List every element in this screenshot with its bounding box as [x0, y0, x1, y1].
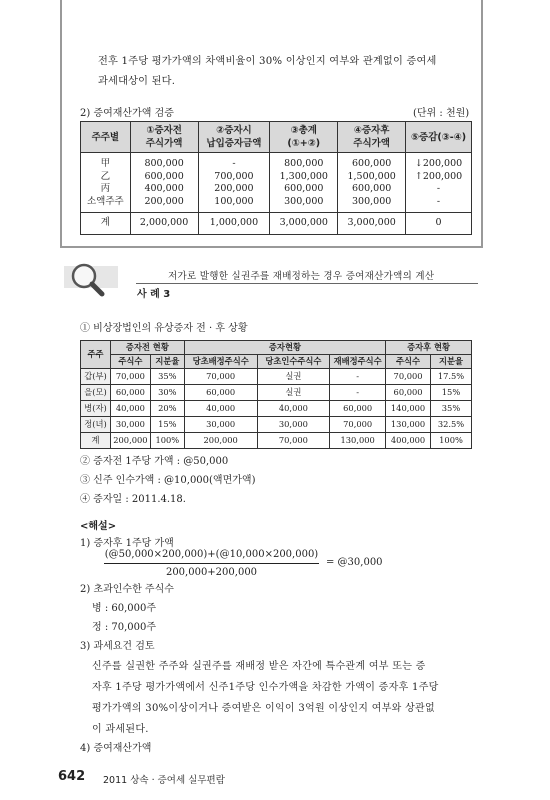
top-paragraph-line-1: 전후 1주당 평가가액의 차액비율이 30% 이상인지 여부와 관계없이 증여세 [98, 56, 437, 67]
page-number: 642 [58, 769, 86, 784]
explanation-heading: <해설> [80, 521, 117, 532]
table-row: 정(녀) 30,000 15% 30,000 30,000 70,000 130,000 32.5% [81, 417, 472, 433]
formula-numerator: (@50,000×200,000)+(@10,000×200,000) [104, 549, 319, 564]
step-3-title: 3) 과세요건 검토 [80, 641, 155, 652]
col-post-value: 600,000 1,500,000 600,000 300,000 [338, 153, 406, 213]
col-pre-value: 800,000 600,000 400,000 200,000 [130, 153, 198, 213]
unit-label: (단위 : 천원) [413, 108, 470, 119]
right-border-rule [481, 0, 483, 248]
header-shareholder: 주주별 [81, 122, 131, 153]
left-border-rule [60, 0, 62, 248]
col-shareholder: 甲 乙 丙 소액주주 [81, 153, 131, 213]
case-title: 저가로 발행한 실권주를 재배정하는 경우 증여재산가액의 계산 [168, 271, 435, 282]
footer-title: 2011 상속 · 증여세 실무편람 [103, 775, 225, 786]
col-total: 800,000 1,300,000 600,000 300,000 [270, 153, 338, 213]
header-paid-in: ②증자시 납입증자금액 [198, 122, 270, 153]
step-2-line-a: 병 : 60,000주 [92, 603, 157, 614]
table-row: 을(모) 60,000 30% 60,000 실권 - 60,000 15% [81, 385, 472, 401]
capital-increase-table [80, 340, 472, 449]
price-formula [104, 549, 319, 578]
step-4-title: 4) 증여재산가액 [80, 743, 152, 754]
bottom-border-rule [60, 246, 483, 248]
step-2-line-b: 정 : 70,000주 [92, 622, 157, 633]
item-2: ② 증자전 1주당 가액 : @50,000 [80, 456, 229, 467]
header-change: ⑤증감(③-④) [406, 122, 472, 153]
step-3-text-3: 평가가액의 30%이상이거나 증여받은 이익이 3억원 이상인지 여부와 상관없 [92, 703, 435, 714]
item-4: ④ 증자일 : 2011.4.18. [80, 494, 186, 505]
step-3-text-2: 자후 1주당 평가가액에서 신주1주당 인수가액을 차감한 가액이 증자후 1주당 [92, 682, 439, 693]
step-3-text-1: 신주를 실권한 주주와 실권주를 재배정 받은 자간에 특수관계 여부 또는 증 [92, 661, 426, 672]
table-body-rows [81, 153, 472, 213]
table-row-total: 계 200,000 100% 200,000 70,000 130,000 400,000 100% [81, 433, 472, 449]
table-row: 갑(부) 70,000 35% 70,000 실권 - 70,000 17.5% [81, 369, 472, 385]
step-2-title: 2) 초과인수한 주식수 [80, 584, 174, 595]
table2-sub-header: 주식수 지분율 당초배정주식수 당초인수주식수 재배정주식수 주식수 지분율 [81, 355, 472, 369]
header-pre-value: ①증자전 주식가액 [130, 122, 198, 153]
formula-denominator: 200,000+200,000 [165, 567, 258, 578]
top-paragraph-line-2: 과세대상이 된다. [98, 76, 176, 87]
valuation-table [80, 121, 472, 235]
step-3-text-4: 이 과세된다. [92, 724, 149, 735]
table-row: 병(자) 40,000 20% 40,000 40,000 60,000 140,000 35% [81, 401, 472, 417]
step-1-title: 1) 증자후 1주당 가액 [80, 538, 174, 549]
case-header-rule [136, 283, 478, 284]
table-header-row [81, 122, 472, 153]
section-title: 2) 증여재산가액 검증 [80, 108, 174, 119]
header-total: ③총계 (①+②) [270, 122, 338, 153]
item-3: ③ 신주 인수가액 : @10,000(액면가액) [80, 475, 256, 486]
col-change: ↓200,000 ↑200,000 - - [406, 153, 472, 213]
col-paid-in: - 700,000 200,000 100,000 [198, 153, 270, 213]
header-post-value: ④증자후 주식가액 [338, 122, 406, 153]
table2-group-header: 주주 증자전 현황 증자현황 증자후 현황 [81, 341, 472, 355]
case-label: 사 례 3 [137, 289, 171, 300]
formula-result: = @30,000 [326, 557, 383, 568]
table-total-row: 계 2,000,000 1,000,000 3,000,000 3,000,000 0 [81, 213, 472, 235]
item-1: ① 비상장법인의 유상증자 전 · 후 상황 [80, 323, 248, 334]
